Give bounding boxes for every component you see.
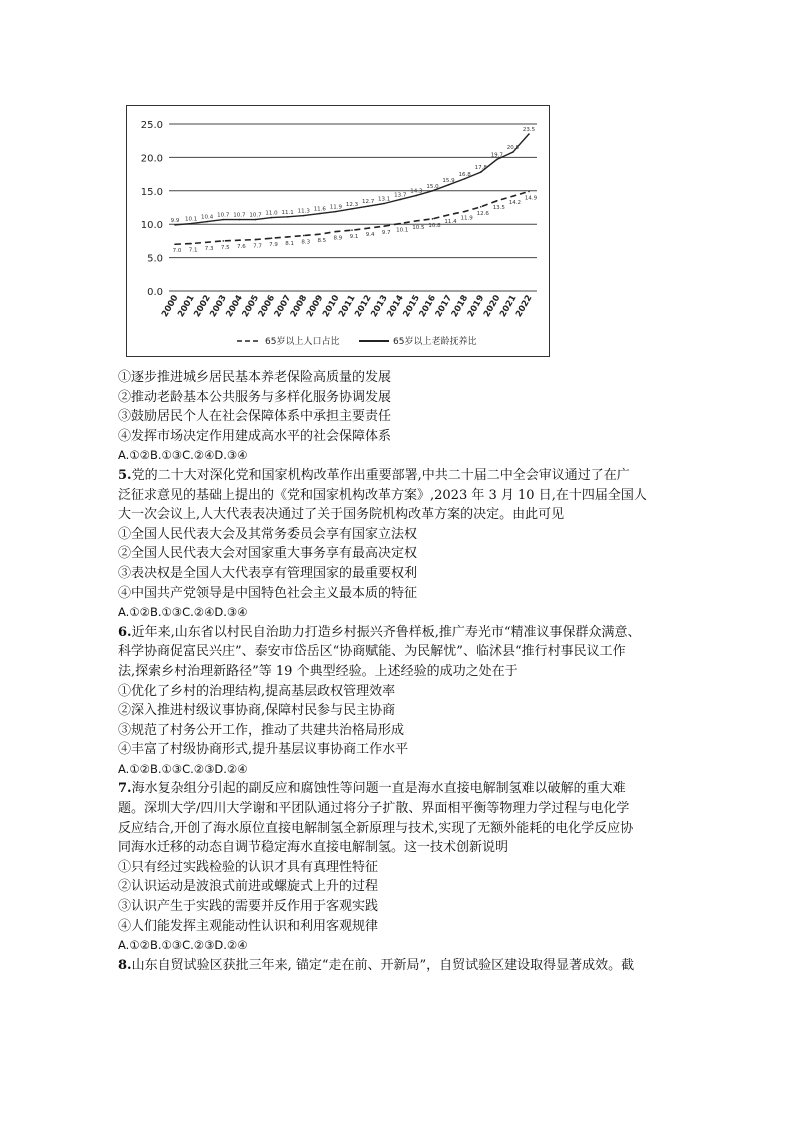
- q7-stem-4: 同海水迁移的动态自调节稳定海水直接电解制氢。这一技术创新说明: [118, 840, 509, 856]
- data-point: [303, 215, 305, 217]
- data-point: [351, 229, 353, 231]
- data-label: 10.1: [184, 216, 198, 223]
- data-label: 14.3: [410, 188, 423, 195]
- data-point: [496, 200, 498, 202]
- data-label: 8.9: [333, 235, 343, 242]
- data-label: 7.3: [204, 246, 214, 253]
- data-label: 20.8: [506, 145, 520, 152]
- data-label: 7.1: [188, 247, 198, 254]
- data-label: 9.4: [365, 232, 375, 239]
- data-label: 10.7: [233, 212, 246, 219]
- q7-option-4: ④人们能发挥主观能动性认识和利用客观规律: [118, 918, 379, 934]
- y-tick-label: 0.0: [147, 287, 163, 298]
- x-tick-label: 2004: [224, 293, 245, 320]
- q4-option-1: ①逐步推进城乡居民基本养老保险高质量的发展: [118, 370, 392, 385]
- data-label: 17.8: [474, 165, 487, 172]
- data-label: 16.8: [458, 171, 471, 178]
- data-point: [512, 195, 514, 197]
- data-point: [335, 211, 337, 213]
- data-point: [367, 227, 369, 229]
- data-label: 23.5: [522, 127, 536, 134]
- data-point: [528, 133, 530, 135]
- data-point: [255, 219, 257, 221]
- data-point: [416, 195, 418, 197]
- q6-choices: A.①②B.①③C.②③D.②④: [118, 761, 248, 776]
- q8-stem-line-1: [118, 956, 698, 976]
- x-tick-label: 2019: [465, 293, 487, 320]
- q8-number: 8.: [118, 957, 132, 973]
- data-point: [480, 171, 482, 173]
- data-label: 11.1: [281, 209, 294, 216]
- data-label: 13.7: [394, 192, 407, 199]
- q5-number: 5.: [118, 467, 132, 483]
- data-point: [206, 221, 208, 223]
- q7-stem-1: 海水复杂组分引起的副反应和腐蚀性等问题一直是海水直接电解制氢难以破解的重大难: [131, 781, 626, 797]
- data-label: 11.3: [297, 208, 310, 215]
- data-point: [464, 178, 466, 180]
- data-point: [432, 218, 434, 220]
- q6-option-4: ④丰富了村级协商形式,提升基层议事协商工作水平: [118, 742, 409, 758]
- q6-option-3: ③规范了村务公开工作，推动了共建共治格局形成: [118, 722, 405, 738]
- data-point: [335, 231, 337, 233]
- data-point: [287, 216, 289, 218]
- data-label: 8.1: [285, 240, 295, 247]
- x-tick-label: 2009: [304, 293, 326, 320]
- data-label: 14.9: [524, 195, 538, 202]
- q6-option-2: ②深入推进村级议事协商,保障村民参与民主协商: [118, 703, 396, 719]
- data-label: 12.7: [361, 199, 375, 206]
- data-point: [271, 217, 273, 219]
- data-point: [174, 243, 176, 245]
- q7-option-2: ②认识运动是波浪式前进或螺旋式上升的过程: [118, 879, 379, 895]
- data-point: [399, 223, 401, 225]
- data-label: 12.3: [345, 201, 359, 208]
- x-tick-label: 2014: [385, 293, 406, 320]
- data-point: [190, 243, 192, 245]
- q4-option-2: ②推动老龄基本公共服务与多样化服务协调发展: [118, 389, 392, 405]
- data-point: [383, 225, 385, 227]
- data-point: [174, 224, 176, 226]
- data-point: [432, 190, 434, 192]
- q5-option-1: ①全国人民代表大会及其常务委员会享有国家立法权: [118, 526, 418, 542]
- y-tick-label: 15.0: [140, 186, 163, 198]
- data-point: [319, 233, 321, 235]
- data-label: 9.1: [349, 234, 359, 241]
- x-tick-label: 2006: [256, 293, 278, 320]
- data-label: 15.0: [426, 183, 439, 190]
- q7-stem-2: 题。深圳大学/四川大学谢和平团队通过将分子扩散、界面相平衡等物理力学过程与电化学: [118, 801, 630, 817]
- x-tick-label: 2016: [417, 293, 439, 320]
- x-tick-label: 2021: [498, 293, 519, 320]
- data-point: [496, 159, 498, 161]
- data-label: 11.9: [460, 215, 473, 222]
- q7-choices: A.①②B.①③C.②③D.②④: [118, 938, 248, 953]
- data-label: 9.9: [170, 217, 180, 224]
- q6-stem-3: 法,探索乡村治理新路径”等 19 个典型经验。上述经验的成功之处在于: [118, 663, 518, 679]
- y-tick-label: 5.0: [147, 253, 163, 265]
- line-chart: [126, 105, 550, 357]
- data-point: [303, 235, 305, 237]
- data-point: [222, 219, 224, 221]
- data-label: 19.7: [490, 152, 503, 159]
- q7-stem-line-1: [118, 779, 698, 799]
- data-point: [416, 220, 418, 222]
- data-label: 9.7: [381, 230, 391, 237]
- data-label: 10.7: [249, 212, 262, 219]
- x-tick-label: 2011: [337, 293, 358, 320]
- data-point: [206, 241, 208, 243]
- x-tick-label: 2005: [240, 293, 262, 320]
- q5-option-2: ②全国人民代表大会对国家重大事务享有最高决定权: [118, 546, 418, 562]
- data-label: 12.6: [476, 210, 489, 217]
- q6-stem-line-1: [118, 623, 698, 643]
- q5-stem-line-1: [118, 466, 698, 486]
- data-label: 7.5: [220, 244, 230, 251]
- data-point: [528, 191, 530, 193]
- q6-number: 6.: [118, 624, 132, 640]
- data-point: [464, 211, 466, 213]
- data-label: 10.7: [217, 212, 230, 219]
- x-tick-label: 2010: [321, 293, 342, 320]
- x-tick-label: 2000: [160, 293, 181, 320]
- data-label: 14.2: [508, 200, 522, 207]
- data-point: [319, 213, 321, 215]
- x-tick-label: 2020: [481, 293, 503, 320]
- q5-option-3: ③表决权是全国人大代表享有管理国家的最重要权利: [118, 565, 418, 581]
- x-tick-label: 2008: [288, 293, 310, 320]
- data-label: 13.5: [492, 204, 505, 211]
- data-point: [271, 237, 273, 239]
- data-point: [512, 151, 514, 153]
- q5-choices: A.①②B.①③C.②④D.③④: [118, 605, 248, 620]
- q7-option-1: ①只有经过实践检验的认识才具有真理性特征: [118, 859, 379, 875]
- data-point: [255, 239, 257, 241]
- legend-label: 65岁以上人口占比: [265, 337, 340, 347]
- data-label: 8.3: [301, 239, 311, 246]
- x-tick-label: 2002: [192, 293, 213, 320]
- q6-option-1: ①优化了乡村的治理结构,提高基层政权管理效率: [118, 683, 396, 699]
- data-point: [480, 206, 482, 208]
- data-label: 15.9: [442, 177, 455, 184]
- x-tick-label: 2001: [176, 293, 197, 320]
- data-label: 11.0: [265, 210, 278, 217]
- data-point: [239, 239, 241, 241]
- q5-stem-3: 大一次会议上,人大代表表决通过了关于国务院机构改革方案的决定。由此可见: [118, 507, 565, 523]
- data-point: [448, 184, 450, 186]
- data-label: 11.4: [444, 218, 457, 225]
- data-label: 11.9: [329, 204, 343, 211]
- x-tick-label: 2012: [353, 293, 374, 320]
- data-label: 8.5: [317, 238, 327, 245]
- y-tick-label: 20.0: [140, 153, 163, 165]
- legend-label: 65岁以上老龄抚养比: [393, 337, 477, 347]
- q7-option-3: ③认识产生于实践的需要并反作用于客观实践: [118, 899, 379, 915]
- data-label: 10.4: [201, 214, 214, 221]
- y-tick-label: 10.0: [140, 220, 163, 232]
- data-point: [367, 205, 369, 207]
- data-label: 10.5: [412, 224, 425, 231]
- x-tick-label: 2015: [401, 293, 422, 320]
- x-tick-label: 2007: [272, 293, 294, 320]
- data-label: 10.1: [396, 227, 409, 234]
- x-tick-label: 2018: [449, 293, 471, 320]
- x-tick-label: 2017: [433, 293, 455, 320]
- data-point: [222, 240, 224, 242]
- data-label: 11.6: [313, 206, 326, 213]
- x-tick-label: 2003: [208, 293, 229, 320]
- question-text: [118, 368, 698, 975]
- data-point: [448, 214, 450, 216]
- q7-stem-3: 反应结合,开创了海水原位直接电解制氢全新原理与技术,实现了无额外能耗的电化学反应协: [118, 820, 634, 836]
- q7-number: 7.: [118, 781, 132, 797]
- q5-stem-2: 泛征求意见的基础上提出的《党和国家机构改革方案》,2023 年 3 月 10 日,在十四届全国人: [118, 487, 647, 503]
- data-point: [383, 203, 385, 205]
- data-label: 7.9: [269, 242, 278, 249]
- q6-stem-1: 近年来,山东省以村民自治助力打造乡村振兴齐鲁样板,推广寿光市“精准议事保群众满意、: [131, 624, 641, 640]
- q4-option-3: ③鼓励居民个人在社会保障体系中承担主要责任: [118, 409, 392, 425]
- q4-option-4: ④发挥市场决定作用建成高水平的社会保障体系: [118, 428, 392, 444]
- q5-option-4: ④中国共产党领导是中国特色社会主义最本质的特征: [118, 585, 418, 601]
- x-tick-label: 2022: [514, 293, 535, 320]
- data-point: [399, 199, 401, 201]
- q5-stem-1: 党的二十大对深化党和国家机构改革作出重要部署,中共二十届二中全会审议通过了在广: [131, 467, 630, 483]
- data-point: [239, 219, 241, 221]
- data-label: 7.0: [172, 248, 182, 255]
- q8-stem-1: 山东自贸试验区获批三年来, 锚定“走在前、开新局”，自贸试验区建设取得显著成效。截: [131, 957, 635, 973]
- y-tick-label: 25.0: [140, 120, 163, 131]
- q6-stem-2: 科学协商促富民兴庄”、泰安市岱岳区“协商赋能、为民解忧”、临沭县“推行村事民议工作: [118, 644, 626, 660]
- q4-choices: A.①②B.①③C.②④D.③④: [118, 448, 248, 463]
- data-label: 10.8: [428, 222, 441, 229]
- data-label: 13.1: [378, 196, 391, 203]
- x-tick-label: 2013: [369, 293, 390, 320]
- chart-svg: [127, 106, 551, 358]
- data-point: [287, 236, 289, 238]
- data-label: 7.6: [236, 244, 246, 251]
- data-point: [351, 208, 353, 210]
- data-point: [190, 223, 192, 225]
- data-label: 7.7: [253, 243, 262, 250]
